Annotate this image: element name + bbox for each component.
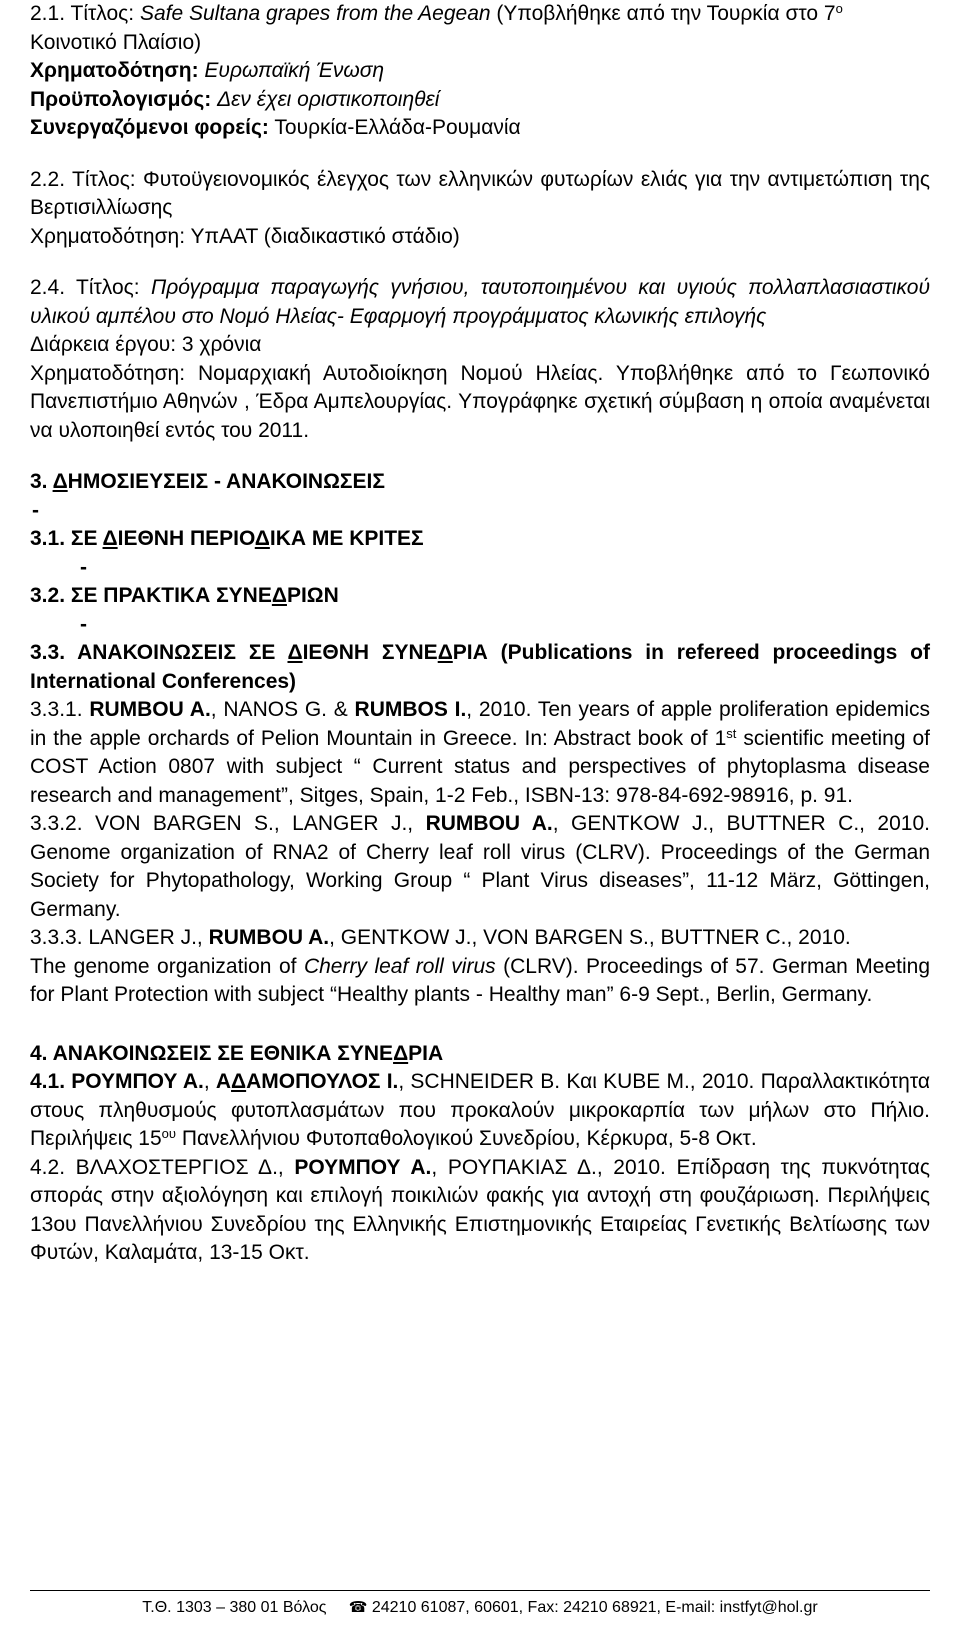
project-2-4-duration: Διάρκεια έργου: 3 χρόνια: [30, 333, 262, 356]
document-page: [30, 0, 930, 1268]
project-2-4-title: 2.4. Τίτλος: Πρόγραμμα παραγωγής γνήσιου, ταυτοποιημένου και υγιούς πολλαπλασιαστικού υλικού αμπέλου στο Νομό Ηλείας- Εφαρμογή προγράμματος κλωνικής επιλογής: [30, 276, 930, 328]
footer-address: Τ.Θ. 1303 – 380 01 Βόλος: [142, 1599, 327, 1616]
reference-3-3-3-body: The genome organization of Cherry leaf roll virus (CLRV). Proceedings of 57. German Meeting for Plant Protection with subject “Healthy plants - Healthy man” 6-9 Sept., Berlin, Germany.: [30, 954, 931, 1006]
reference-4-2: 4.2. ΒΛΑΧΟΣΤΕΡΓΙΟΣ Δ., ΡΟΥΜΠΟΥ Α., ΡΟΥΠΑΚΙΑΣ Δ., 2010. Επίδραση της πυκνότητας σποράς στην αξιολόγηση και επιλογή ποικιλιών φακής για αντοχή στη φουζάριωση. Περιλήψεις 13ου Πανελλήνιου Συνεδρίου της Ελληνικής Επιστημονικής Εταιρείας Γενετικής Βελτίωσης των Φυτών, Καλαμάτα, 13-15 Οκτ.: [30, 1155, 930, 1264]
section-3-1-heading: 3.1. ΣΕ ΔΙΕΘΝΗ ΠΕΡΙΟΔΙΚΑ ΜΕ ΚΡΙΤΕΣ: [30, 527, 424, 550]
project-2-2-funding: Χρηματοδότηση: ΥπΑΑΤ (διαδικαστικό στάδιο): [30, 224, 460, 248]
project-2-1-partners: Συνεργαζόμενοι φορείς: Τουρκία-Ελλάδα-Ρουμανία: [30, 116, 521, 139]
telephone-icon: ☎: [348, 1599, 368, 1616]
section-4-heading: 4. ΑΝΑΚΟΙΝΩΣΕΙΣ ΣΕ ΕΘΝΙΚΑ ΣΥΝΕΔΡΙΑ: [30, 1041, 444, 1065]
section-3-heading: 3. ΔΗΜΟΣΙΕΥΣΕΙΣ - ΑΝΑΚΟΙΝΩΣΕΙΣ: [30, 470, 385, 493]
section-3-3-heading: 3.3. ΑΝΑΚΟΙΝΩΣΕΙΣ ΣΕ ΔΙΕΘΝΗ ΣΥΝΕΔΡΙΑ (Publications in refereed proceedings of International Conferences): [30, 641, 931, 693]
project-2-1-title: 2.1. Τίτλος: Safe Sultana grapes from the Aegean (Υποβλήθηκε από την Τουρκία στο $7^o$ Κοινοτικό Πλαίσιο): [30, 1, 843, 54]
empty-dash: -: [80, 555, 87, 579]
reference-3-3-1: 3.3.1. RUMBOU A., NANOS G. & RUMBOS I., 2010. Ten years of apple proliferation epidemics in the apple orchards of Pelion Mountain in Greece. In: Abstract book of 1st scientific meeting of COST Action 0807 with subject “ Current status and perspectives of phytoplasma disease research and management”, Sitges, Spain, 1-2 Feb., ISBN-13: 978-84-692-98916, p. 91.: [30, 698, 930, 807]
reference-3-3-3: 3.3.3. LANGER J., RUMBOU A., GENTKOW J., VON BARGEN S., BUTTNER C., 2010.: [30, 926, 851, 949]
section-3-2-heading: 3.2. ΣΕ ΠΡΑΚΤΙΚΑ ΣΥΝΕΔΡΙΩΝ: [30, 584, 339, 607]
empty-dash: -: [80, 612, 87, 636]
project-2-2-title: 2.2. Τίτλος: Φυτοϋγειονομικός έλεγχος των ελληνικών φυτωρίων ελιάς για την αντιμετώπιση της Βερτισιλλίωσης: [30, 167, 930, 219]
reference-4-1: 4.1. ΡΟΥΜΠΟΥ Α., ΑΔΑΜΟΠΟΥΛΟΣ Ι., SCHNEIDER B. Και KUBE M., 2010. Παραλλακτικότητα στους πληθυσμούς φυτοπλασμάτων που προκαλούν μικροκαρπία των μήλων στο Πήλιο. Περιλήψεις $15^{o\upsilon}$ Πανελλήνιου Φυτοπαθολογικού Συνεδρίου, Κέρκυρα, 5-8 Οκτ.: [30, 1070, 930, 1150]
footer-contacts: 24210 61087, 60601, Fax: 24210 68921, E-mail: instfyt@hol.gr: [371, 1599, 818, 1616]
project-2-1-budget: Προϋπολογισμός: Δεν έχει οριστικοποιηθεί: [30, 87, 440, 111]
page-footer: [30, 1590, 930, 1619]
project-2-1-funding: Χρηματοδότηση: Ευρωπαϊκή Ένωση: [30, 59, 385, 82]
reference-3-3-2: 3.3.2. VON BARGEN S., LANGER J., RUMBOU A., GENTKOW J., BUTTNER C., 2010. Genome organization of RNA2 of Cherry leaf roll virus (CLRV). Proceedings of the German Society for Phytopathology, Working Group “ Plant Virus diseases”, 11-12 März, Göttingen, Germany.: [30, 812, 930, 921]
empty-dash: -: [32, 498, 39, 522]
project-2-4-funding: Χρηματοδότηση: Νομαρχιακή Αυτοδιοίκηση Νομού Ηλείας. Υποβλήθηκε από το Γεωπονικό Πανεπιστήμιο Αθηνών , Έδρα Αμπελουργίας. Υπογράφηκε σχετική σύμβαση η οποία αναμένεται να υλοποιηθεί εντός του 2011.: [30, 361, 930, 442]
